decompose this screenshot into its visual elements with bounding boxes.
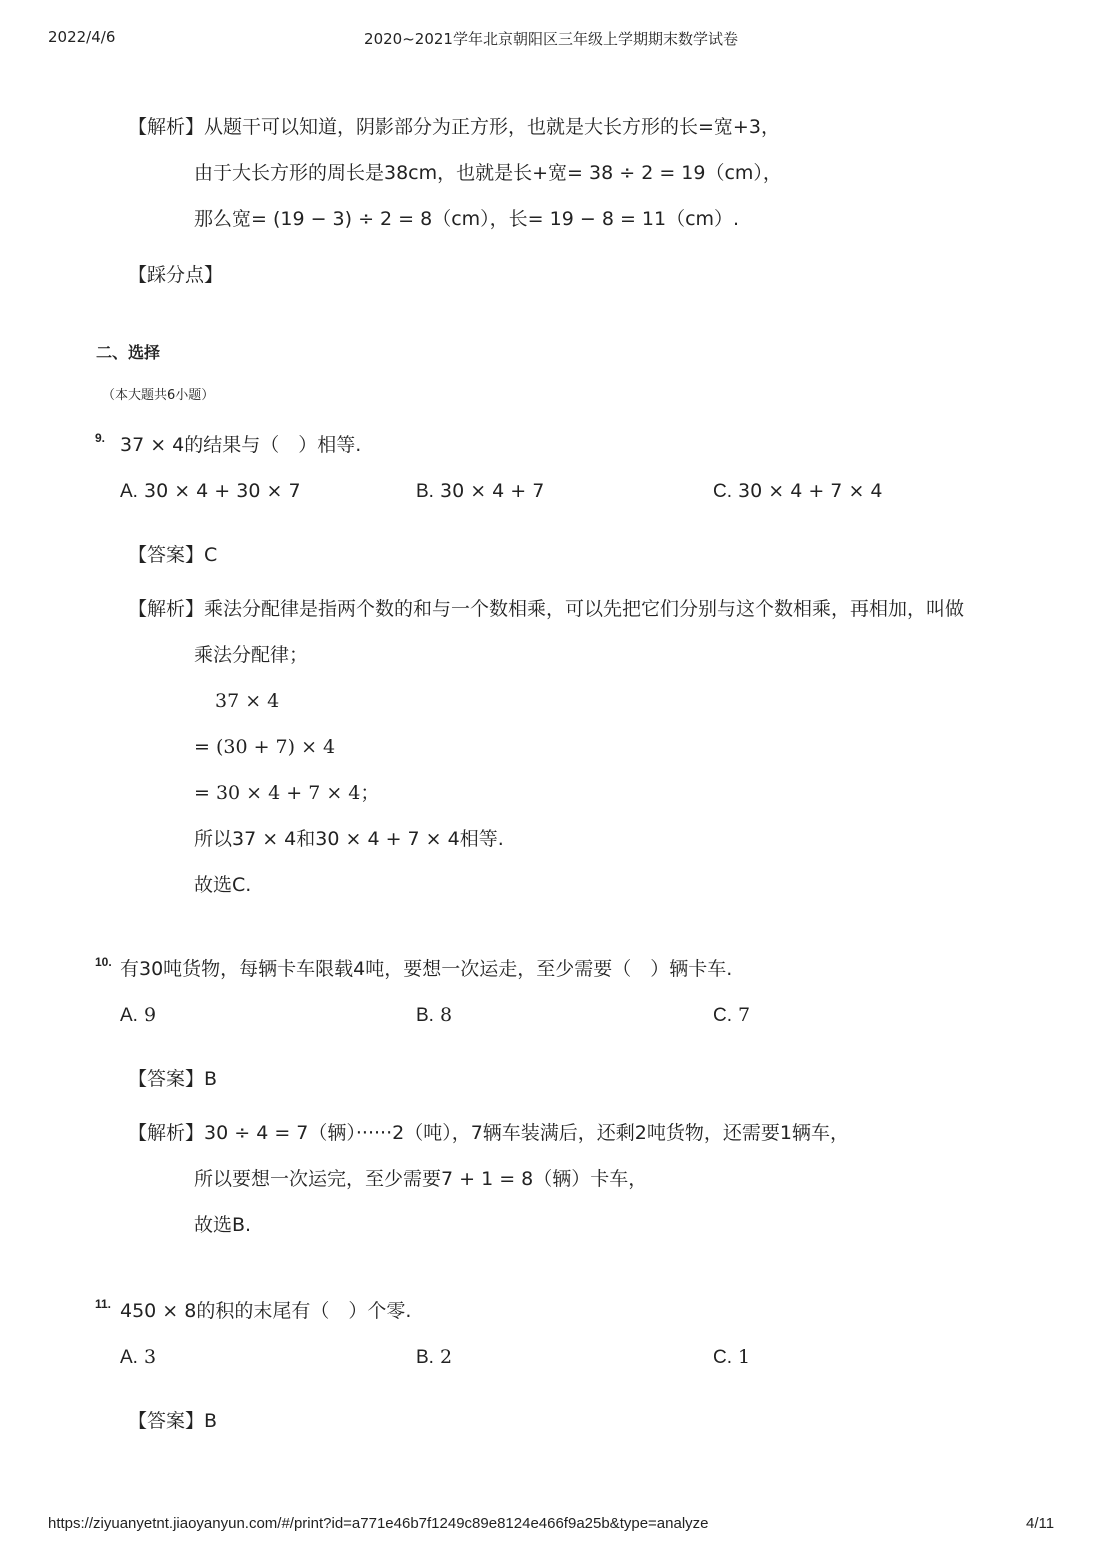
- q9-analysis-line-3: 37 × 4: [215, 690, 280, 712]
- prev-analysis-line-2: 由于大长方形的周长是38cm，也就是长+宽= 38 ÷ 2 = 19（cm），: [194, 162, 782, 184]
- question-number-10: 10.: [95, 955, 112, 969]
- q10-option-c[interactable]: C. 7: [713, 1004, 751, 1026]
- question-11-stem: 450 × 8的积的末尾有（ ）个零.: [120, 1300, 412, 1322]
- q9-analysis-line-6: 所以37 × 4和30 × 4 + 7 × 4相等.: [194, 828, 504, 850]
- q9-analysis-line-2: 乘法分配律；: [194, 644, 309, 666]
- q9-analysis-line-5: = 30 × 4 + 7 × 4；: [194, 782, 380, 804]
- answer-value: C: [204, 544, 218, 566]
- section-subtitle: （本大题共6小题）: [102, 388, 215, 403]
- section-title: 二、选择: [96, 343, 161, 362]
- answer-label: 【答案】: [128, 1068, 205, 1090]
- q9-analysis-line-4: = (30 + 7) × 4: [194, 736, 336, 758]
- q10-answer: [128, 1066, 217, 1092]
- q10-analysis-line-2: 所以要想一次运完，至少需要7 + 1 = 8（辆）卡车，: [194, 1168, 648, 1190]
- question-number-11: 11.: [95, 1297, 112, 1311]
- q9-option-b[interactable]: B. 30 × 4 + 7: [416, 480, 545, 502]
- answer-label: 【答案】: [128, 544, 205, 566]
- page-number: 4/11: [1026, 1515, 1055, 1532]
- q10-analysis-line-3: 故选B.: [194, 1214, 252, 1236]
- caifen-label: 【踩分点】: [128, 264, 224, 286]
- q10-option-a[interactable]: A. 9: [120, 1004, 157, 1026]
- prev-analysis-line-3: 那么宽= (19 − 3) ÷ 2 = 8（cm），长= 19 − 8 = 11（cm）.: [194, 208, 740, 230]
- answer-value: B: [204, 1068, 218, 1090]
- q11-answer: [128, 1408, 217, 1434]
- prev-text-1: 从题干可以知道，阴影部分为正方形，也就是大长方形的长=宽+3，: [204, 116, 780, 138]
- footer-url[interactable]: https://ziyuanyetnt.jiaoyanyun.com/#/print?id=a771e46b7f1249c89e8124e466f9a25b&type=analyze: [48, 1515, 709, 1532]
- q9-analysis-line-7: 故选C.: [194, 874, 252, 896]
- q9-option-a[interactable]: A. 30 × 4 + 30 × 7: [120, 480, 301, 502]
- q9-option-c[interactable]: C. 30 × 4 + 7 × 4: [713, 480, 883, 502]
- header-title: 2020~2021学年北京朝阳区三年级上学期期末数学试卷: [364, 30, 738, 48]
- q10-analysis-line-1: 【解析】30 ÷ 4 = 7（辆）······2（吨），7辆车装满后，还剩2吨货物，还需要1辆车，: [128, 1122, 849, 1144]
- jiexi-label: 【解析】: [128, 1122, 205, 1144]
- question-10-stem: 有30吨货物，每辆卡车限载4吨，要想一次运走，至少需要（ ）辆卡车.: [120, 958, 733, 980]
- jiexi-label: 【解析】: [128, 116, 205, 138]
- question-9-stem: 37 × 4的结果与（ ）相等.: [120, 434, 362, 456]
- q9-answer: [128, 542, 217, 568]
- question-number-9: 9.: [95, 431, 106, 445]
- q10-option-b[interactable]: B. 8: [416, 1004, 453, 1026]
- q11-option-a[interactable]: A. 3: [120, 1346, 157, 1368]
- jiexi-label: 【解析】: [128, 598, 205, 620]
- header-date: 2022/4/6: [48, 28, 116, 46]
- q11-option-c[interactable]: C. 1: [713, 1346, 751, 1368]
- q9-analysis-line-1: 【解析】乘法分配律是指两个数的和与一个数相乘，可以先把它们分别与这个数相乘，再相加，叫做: [128, 598, 965, 620]
- q11-option-b[interactable]: B. 2: [416, 1346, 453, 1368]
- answer-label: 【答案】: [128, 1410, 205, 1432]
- prev-analysis-line-1: [128, 114, 780, 140]
- answer-value: B: [204, 1410, 218, 1432]
